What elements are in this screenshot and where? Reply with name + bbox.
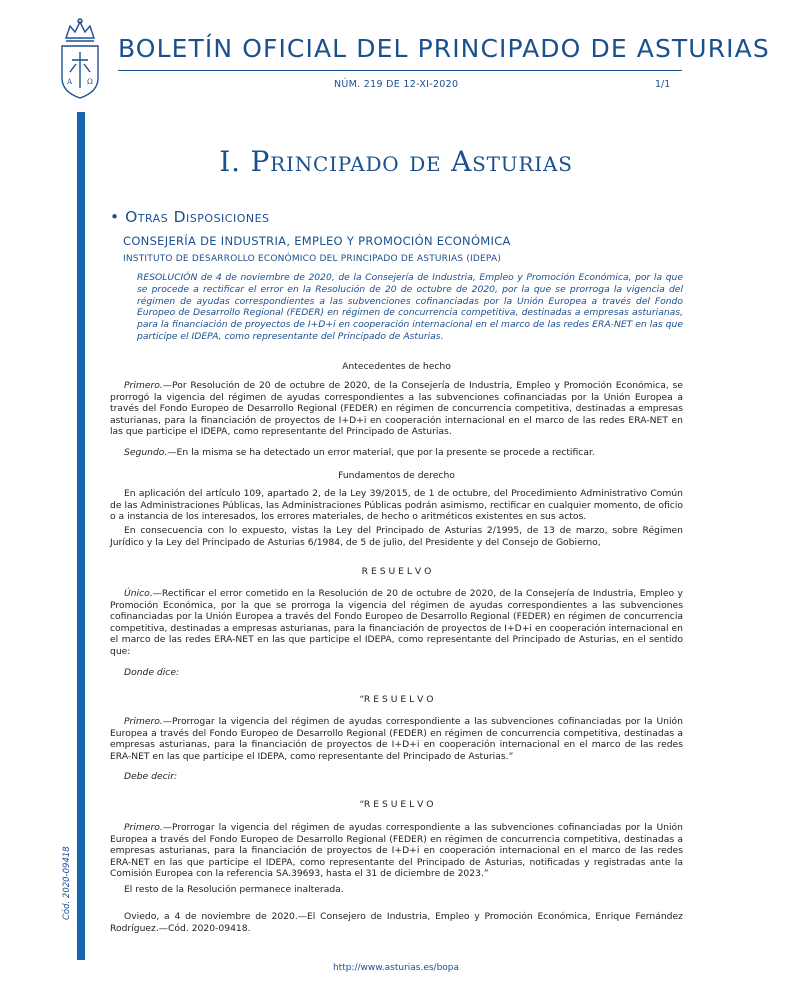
debe-decir-label: Debe decir: (124, 771, 178, 782)
primero-lead: Primero. (124, 380, 163, 391)
heading-fundamentos: Fundamentos de derecho (338, 470, 455, 481)
donde-dice-label: Donde dice: (124, 667, 180, 678)
paragraph-fundamentos-1: En aplicación del artículo 109, apartado 2, de la Ley 39/2015, de 1 de octubre, del Procedimiento Administrativo Común de las Administraciones Públicas, las Administraciones Públicas podrán asimismo, rectificar en cualquier momento, de oficio o a instancia de los interesados, los errores materiales, de hecho o aritméticos existentes en sus actos. (110, 488, 683, 522)
issue-number: NÚM. 219 DE 12-XI-2020 (334, 79, 459, 90)
side-document-code: Cód. 2020-09418 (62, 846, 72, 920)
resuelvo-quoted-2: “R E S U E L V O (359, 799, 434, 810)
paragraph-segundo (110, 447, 683, 459)
primero-text: —Por Resolución de 20 de octubre de 2020, de la Consejería de Industria, Empleo y Promoción Económica, se prorrogó la vigencia del régimen de ayudas correspondientes a las subvenciones cofinanciadas por la Unión Europea a través del Fondo Europeo de Desarrollo Regional (FEDER) en régimen de concurrencia competitiva, destinadas a empresas asturianas, para la financiación de proyectos de I+D+i en cooperación internacional en el marco de las redes ERA-NET en las que participe el IDEPA, como representante del Principado de Asturias. (110, 380, 683, 437)
paragraph-primero (110, 380, 683, 438)
footer-url-link[interactable]: http://www.asturias.es/bopa (332, 963, 460, 973)
page-number: 1/1 (655, 79, 671, 90)
signature-paragraph: Oviedo, a 4 de noviembre de 2020.—El Consejero de Industria, Empleo y Promoción Económica, Enrique Fernández Rodríguez.—Cód. 2020-09418. (110, 911, 683, 934)
resolution-summary: RESOLUCIÓN de 4 de noviembre de 2020, de la Consejería de Industria, Empleo y Promoción Económica, por la que se procede a rectificar el error en la Resolución de 20 de octubre de 2020, por la que se prorroga la vigencia del régimen de ayudas correspondientes a las subvenciones cofinanciadas por la Unión Europea a través del Fondo Europeo de Desarrollo Regional (FEDER) en régimen de concurrencia competitiva, destinadas a empresas asturianas, para la financiación de proyectos de I+D+i en cooperación internacional en el marco de las redes ERA-NET en las que participe el IDEPA, como representante del Principado de Asturias. (137, 272, 683, 342)
paragraph-fundamentos-2: En consecuencia con lo expuesto, vistas la Ley del Principado de Asturias 2/1995, de 13 de marzo, sobre Régimen Jurídico y la Ley del Principado de Asturias 6/1984, de 5 de julio, del Presidente y del Consejo de Gobierno, (110, 525, 683, 548)
paragraph-resto: El resto de la Resolución permanece inalterada. (124, 884, 344, 895)
journal-title: BOLETÍN OFICIAL DEL PRINCIPADO DE ASTURIAS (118, 34, 770, 63)
svg-text:Ω: Ω (87, 78, 93, 86)
subsection-title: • Otras Disposiciones (110, 208, 270, 226)
asturias-coat-of-arms-logo (56, 16, 104, 100)
unico-lead: Único. (124, 588, 153, 599)
institute-name: INSTITUTO DE DESARROLLO ECONÓMICO DEL PRINCIPADO DE ASTURIAS (IDEPA) (123, 254, 502, 264)
segundo-text: —En la misma se ha detectado un error material, que por la presente se procede a rectificar. (167, 447, 595, 458)
ministry-name: CONSEJERÍA DE INDUSTRIA, EMPLEO Y PROMOCIÓN ECONÓMICA (123, 234, 511, 248)
paragraph-primero-dice (110, 716, 683, 762)
primero-dice-text: —Prorrogar la vigencia del régimen de ayudas correspondiente a las subvenciones cofinanciadas por la Unión Europea a través del Fondo Europeo de Desarrollo Regional (FEDER) en régimen de concurrencia competitiva, destinadas a empresas asturianas, para la financiación de proyectos de I+D+i en cooperación internacional en el marco de las redes ERA-NET en las que participe el IDEPA, como representante del Principado de Asturias.” (110, 716, 683, 762)
resuelvo-quoted-1: “R E S U E L V O (359, 694, 434, 705)
unico-text: —Rectificar el error cometido en la Resolución de 20 de octubre de 2020, de la Consejería de Industria, Empleo y Promoción Económica, por la que se prorroga la vigencia del régimen de ayudas correspondientes a las subvenciones cofinanciadas por la Unión Europea a través del Fondo Europeo de Desarrollo Regional (FEDER) en régimen de concurrencia competitiva, destinadas a empresas asturianas, para la financiación de proyectos de I+D+i en cooperación internacional en el marco de las redes ERA-NET en las que participe el IDEPA, como representante del Principado de Asturias, en el sentido que: (110, 588, 683, 657)
side-accent-bar (77, 112, 85, 960)
primero-debe-text: —Prorrogar la vigencia del régimen de ayudas correspondiente a las subvenciones cofinanciadas por la Unión Europea a través del Fondo Europeo de Desarrollo Regional (FEDER) en régimen de concurrencia competitiva, destinadas a empresas asturianas, para la financiación de proyectos de I+D+i en cooperación internacional en el marco de las redes ERA-NET en las que participe el IDEPA, como representante del Principado de Asturias, notificadas y registradas ante la Comisión Europea con la referencia SA.39693, hasta el 31 de diciembre de 2023.” (110, 822, 683, 879)
section-title: I. Principado de Asturias (219, 145, 573, 178)
svg-text:A: A (67, 78, 73, 86)
segundo-lead: Segundo. (124, 447, 168, 458)
heading-antecedentes: Antecedentes de hecho (342, 361, 451, 372)
masthead-divider (118, 70, 682, 71)
primero-dice-lead: Primero. (124, 716, 163, 727)
primero-debe-lead: Primero. (124, 822, 163, 833)
resuelvo-heading: R E S U E L V O (361, 566, 432, 577)
paragraph-unico (110, 588, 683, 657)
paragraph-primero-debe (110, 822, 683, 880)
